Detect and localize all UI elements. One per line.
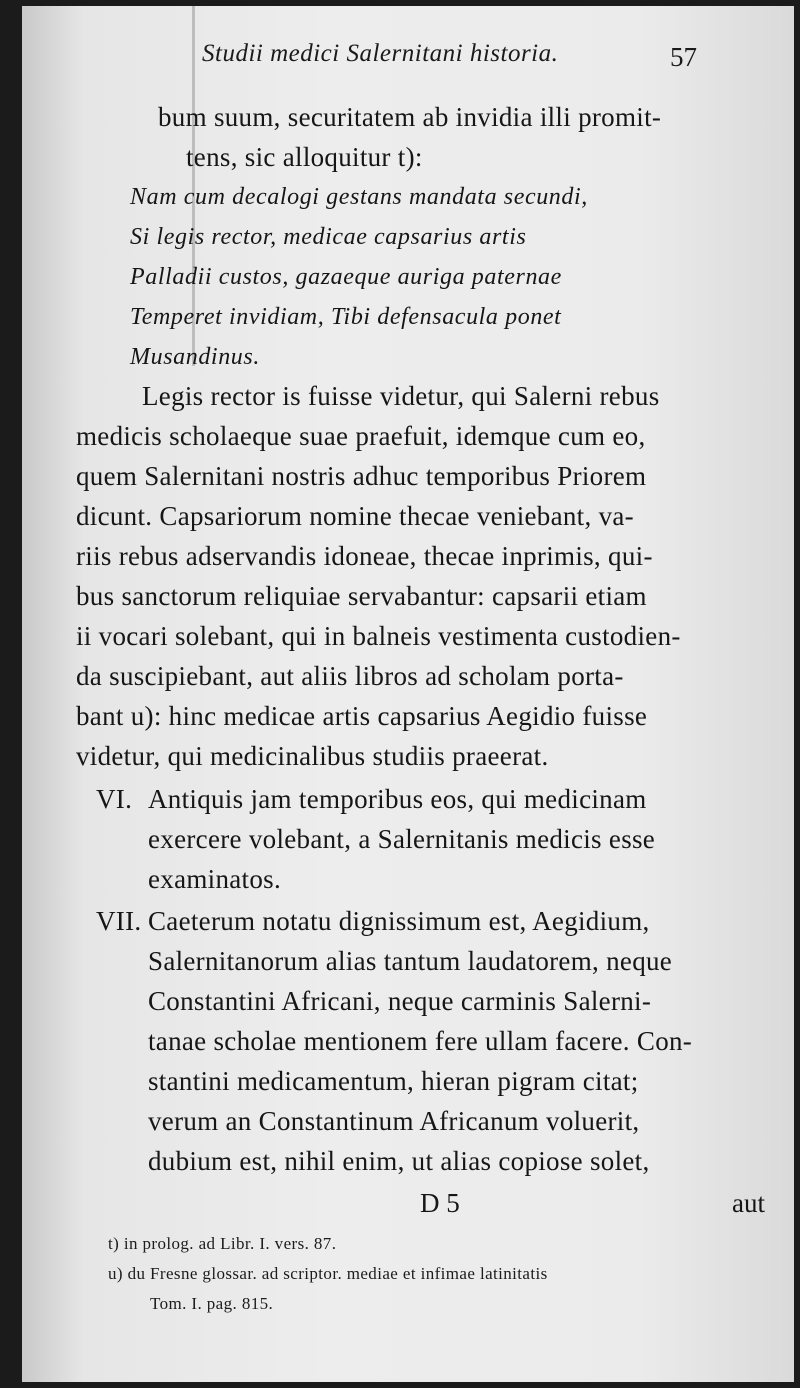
section-vi-line: examinatos. — [148, 864, 282, 894]
page-number: 57 — [670, 42, 697, 72]
footnote: u) du Fresne glossar. ad scriptor. mediae et infimae latinitatis — [108, 1264, 548, 1283]
running-title: Studii medici Salernitani historia. — [202, 40, 559, 67]
footnote: t) in prolog. ad Libr. I. vers. 87. — [108, 1234, 337, 1253]
footnote: Tom. I. pag. 815. — [150, 1294, 274, 1313]
section-vi-line: exercere volebant, a Salernitanis medicis esse — [148, 824, 656, 854]
paragraph-line: dicunt. Capsariorum nomine thecae veniebant, va- — [76, 501, 634, 531]
signature-mark: D 5 — [420, 1188, 460, 1218]
verse-line: Temperet invidiam, Tibi defensacula ponet — [130, 304, 562, 330]
paragraph-line: riis rebus adservandis idoneae, thecae inprimis, qui- — [76, 541, 653, 571]
paragraph-line: bant u): hinc medicae artis capsarius Aegidio fuisse — [76, 701, 648, 731]
paragraph-line: ii vocari solebant, qui in balneis vestimenta custodien- — [76, 621, 681, 651]
paragraph-line: quem Salernitani nostris adhuc temporibus Priorem — [76, 461, 647, 491]
paragraph-line: videtur, qui medicinalibus studiis praeerat. — [76, 741, 549, 771]
paragraph-line: da suscipiebant, aut aliis libros ad scholam porta- — [76, 661, 624, 691]
verse-line: Palladii custos, gazaeque auriga paternae — [130, 264, 562, 290]
section-vi-line: Antiquis jam temporibus eos, qui medicinam — [148, 784, 647, 814]
section-vii-line: stantini medicamentum, hieran pigram citat; — [148, 1066, 639, 1096]
catchword: aut — [732, 1188, 765, 1218]
section-vii-line: tanae scholae mentionem fere ullam facere. Con- — [148, 1026, 693, 1056]
opening-line: tens, sic alloquitur t): — [186, 142, 423, 172]
verse-line: Musandinus. — [130, 344, 260, 370]
paragraph-line: medicis scholaeque suae praefuit, idemque cum eo, — [76, 421, 646, 451]
section-vii-line: dubium est, nihil enim, ut alias copiose solet, — [148, 1146, 650, 1176]
paragraph-line: Legis rector is fuisse videtur, qui Salerni rebus — [142, 381, 660, 411]
section-vii-line: Salernitanorum alias tantum laudatorem, neque — [148, 946, 673, 976]
verse-line: Nam cum decalogi gestans mandata secundi, — [130, 184, 588, 210]
section-vii-line: verum an Constantinum Africanum voluerit, — [148, 1106, 640, 1136]
section-vii-line: Caeterum notatu dignissimum est, Aegidium, — [148, 906, 650, 936]
paragraph-line: bus sanctorum reliquiae servabantur: capsarii etiam — [76, 581, 647, 611]
book-page — [22, 6, 794, 1382]
section-vii-line: Constantini Africani, neque carminis Salerni- — [148, 986, 652, 1016]
verse-line: Si legis rector, medicae capsarius artis — [130, 224, 527, 250]
section-vi-label: VI. — [96, 784, 133, 814]
section-vii-label: VII. — [96, 906, 142, 936]
opening-line: bum suum, securitatem ab invidia illi promit- — [158, 102, 662, 132]
